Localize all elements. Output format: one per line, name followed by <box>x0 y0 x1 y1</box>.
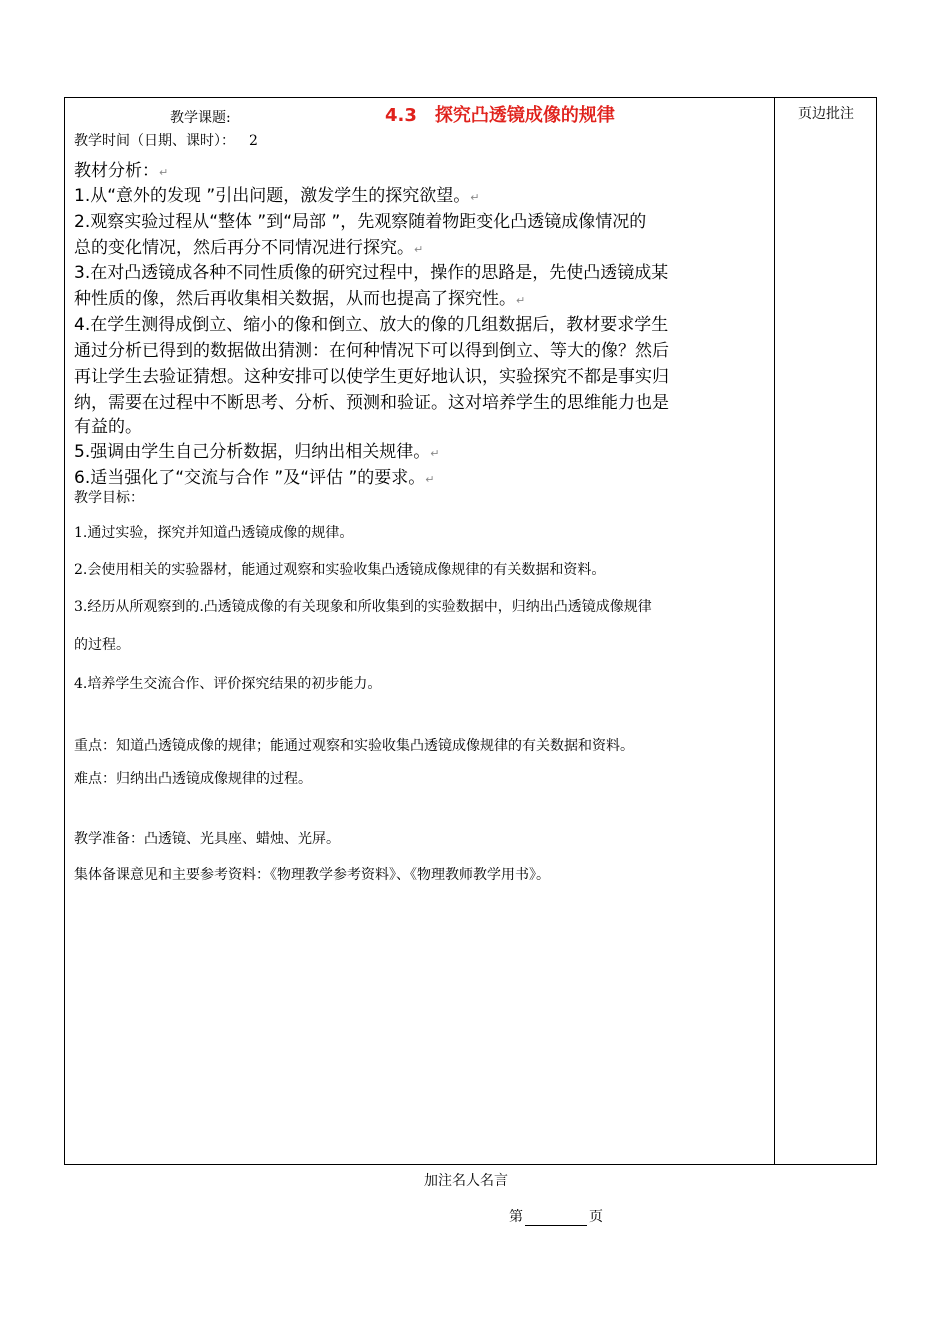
page-number <box>509 1206 603 1226</box>
analysis-line-text: 4.在学生测得成倒立、缩小的像和倒立、放大的像的几组数据后，教材要求学生 <box>74 315 669 335</box>
lesson-title: 4.3 探究凸透镜成像的规律 <box>385 105 615 126</box>
objective-item: 4.培养学生交流合作、评价探究结果的初步能力。 <box>74 676 382 692</box>
objective-item: 3.经历从所观察到的.凸透镜成像的有关现象和所收集到的实验数据中，归纳出凸透镜成像规律 <box>74 599 652 615</box>
return-mark-icon: ↵ <box>516 294 526 307</box>
analysis-line-text: 再让学生去验证猜想。这种安排可以使学生更好地认识，实验探究不都是事实归 <box>74 367 669 387</box>
key-points: 重点：知道凸透镜成像的规律；能通过观察和实验收集凸透镜成像规律的有关数据和资料。 <box>74 738 634 754</box>
return-mark-icon: ↵ <box>430 447 440 460</box>
analysis-line <box>74 412 142 437</box>
return-mark-icon: ↵ <box>159 166 169 179</box>
objective-item: 的过程。 <box>74 637 130 653</box>
time-label-text: 教学时间（日期、课时）： <box>74 133 235 149</box>
page-suffix: 页 <box>589 1209 603 1225</box>
analysis-line <box>74 336 669 361</box>
analysis-heading <box>74 156 168 181</box>
analysis-line-text: 有益的。 <box>74 417 142 437</box>
analysis-line <box>74 207 646 232</box>
analysis-line <box>74 310 668 335</box>
difficult-points: 难点：归纳出凸透镜成像规律的过程。 <box>74 771 312 787</box>
time-label <box>74 130 258 150</box>
topic-label: 教学课题: <box>170 110 231 126</box>
page-number-blank <box>525 1211 587 1226</box>
analysis-line <box>74 463 434 488</box>
analysis-heading-text: 教材分析： <box>74 161 159 181</box>
analysis-line <box>74 437 439 462</box>
time-value: 2 <box>249 133 258 149</box>
analysis-line <box>74 258 668 283</box>
analysis-line <box>74 388 669 413</box>
analysis-line-text: 1.从“意外的发现 ”引出问题，激发学生的探究欲望。 <box>74 186 471 206</box>
analysis-line <box>74 233 423 258</box>
return-mark-icon: ↵ <box>414 243 424 256</box>
analysis-line-text: 纳，需要在过程中不断思考、分析、预测和验证。这对培养学生的思维能力也是 <box>74 393 669 413</box>
objective-item: 2.会使用相关的实验器材，能通过观察和实验收集凸透镜成像规律的有关数据和资料。 <box>74 562 606 578</box>
analysis-line-text: 5.强调由学生自己分析数据，归纳出相关规律。 <box>74 442 431 462</box>
famous-quote-note: 加注名人名言 <box>424 1173 508 1189</box>
return-mark-icon: ↵ <box>470 191 480 204</box>
analysis-line <box>74 284 525 309</box>
margin-notes-header: 页边批注 <box>798 106 854 122</box>
objective-item: 1.通过实验，探究并知道凸透镜成像的规律。 <box>74 525 354 541</box>
analysis-line <box>74 181 479 206</box>
analysis-line-text: 3.在对凸透镜成各种不同性质像的研究过程中，操作的思路是，先使凸透镜成某 <box>74 263 669 283</box>
analysis-line-text: 6.适当强化了“交流与合作 ”及“评估 ”的要求。 <box>74 468 426 488</box>
analysis-line-text: 种性质的像，然后再收集相关数据，从而也提高了探究性。 <box>74 289 516 309</box>
column-divider <box>774 97 775 1165</box>
analysis-line <box>74 362 669 387</box>
page-prefix: 第 <box>509 1209 523 1225</box>
analysis-line-text: 总的变化情况，然后再分不同情况进行探究。 <box>74 238 414 258</box>
analysis-line-text: 通过分析已得到的数据做出猜测：在何种情况下可以得到倒立、等大的像？然后 <box>74 341 669 361</box>
references: 集体备课意见和主要参考资料：《物理教学参考资料》、《物理教师教学用书》。 <box>74 867 550 883</box>
objectives-heading: 教学目标： <box>74 490 144 506</box>
analysis-line-text: 2.观察实验过程从“整体 ”到“局部 ”，先观察随着物距变化凸透镜成像情况的 <box>74 212 647 232</box>
teaching-preparation: 教学准备：凸透镜、光具座、蜡烛、光屏。 <box>74 831 340 847</box>
return-mark-icon: ↵ <box>425 473 435 486</box>
